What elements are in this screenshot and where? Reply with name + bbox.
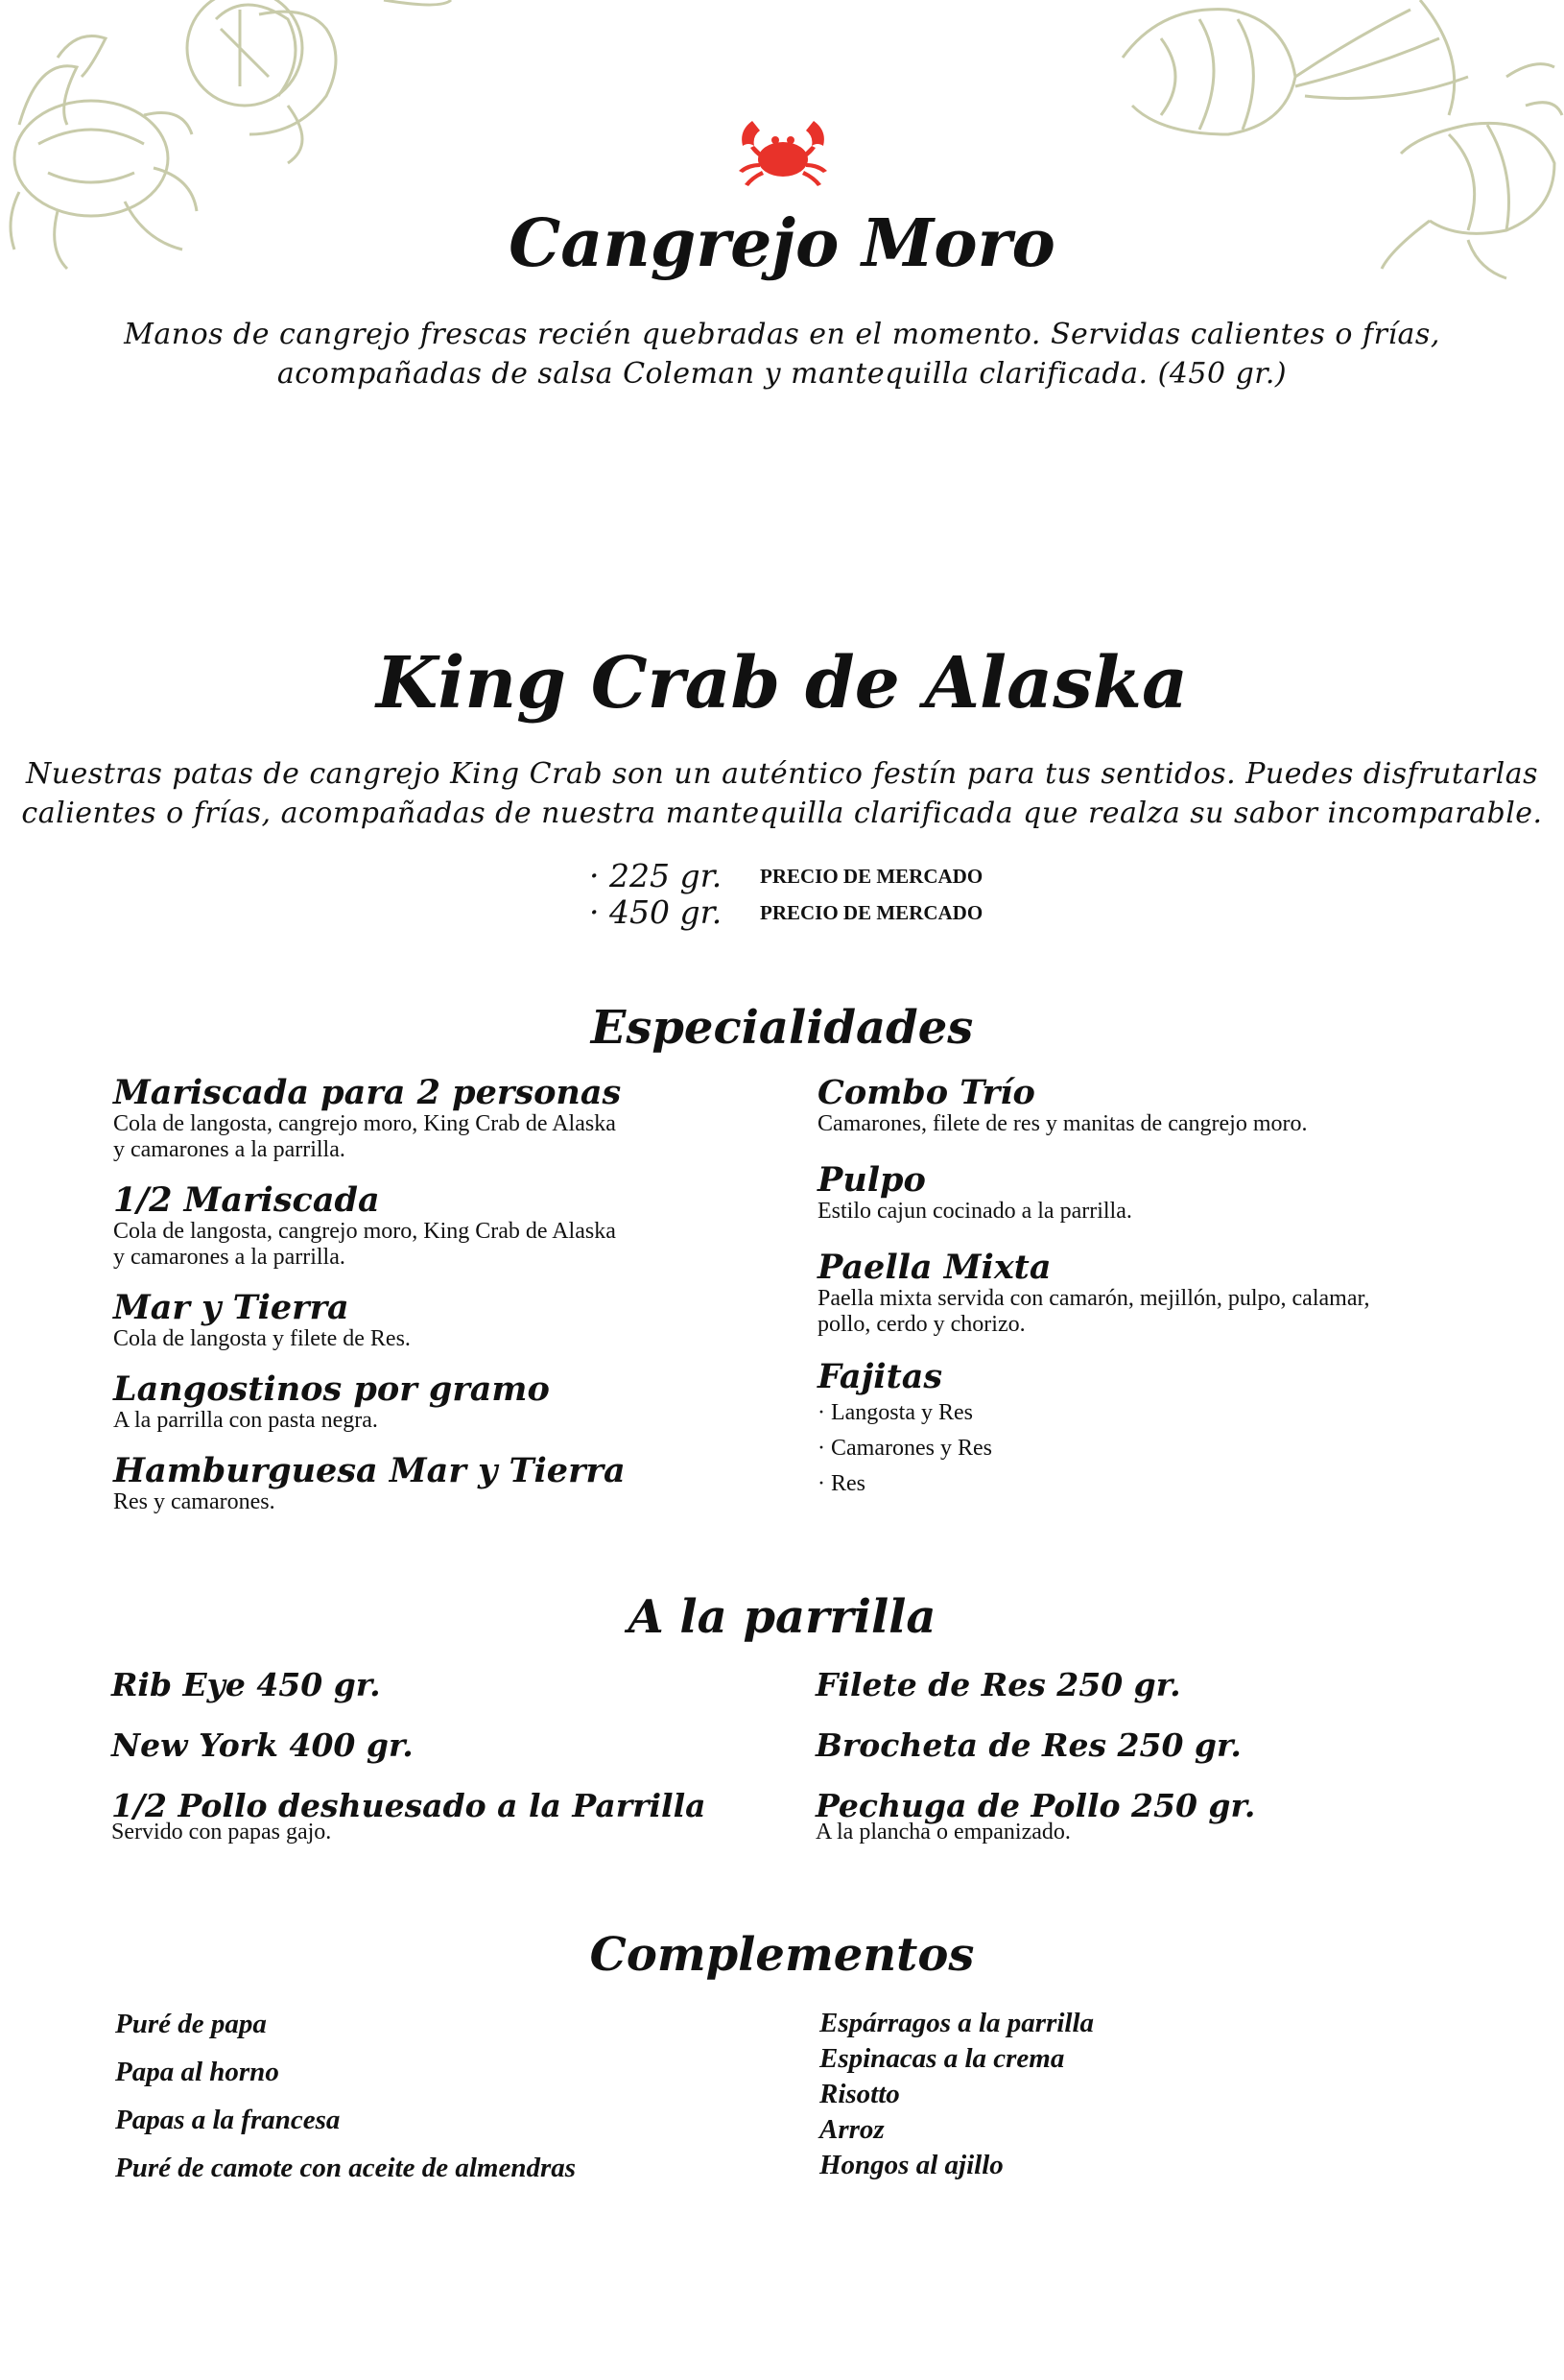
item-description: A la parrilla con pasta negra. <box>113 1408 378 1433</box>
cangrejo-moro-title: Cangrejo Moro <box>509 205 1055 282</box>
item-name: Pechuga de Pollo 250 gr. <box>816 1787 1256 1824</box>
list-item-fajitas <box>818 1359 1489 1502</box>
list-item: Hongos al ajillo <box>819 2150 1004 2180</box>
item-name: Paella Mixta <box>818 1248 1052 1287</box>
list-item <box>113 1371 766 1434</box>
item-name: Hamburguesa Mar y Tierra <box>113 1451 626 1490</box>
cangrejo-moro-desc-line-2: acompañadas de salsa Coleman y mantequilla clarificada. (450 gr.) <box>276 357 1288 391</box>
cangrejo-moro-desc-line-1: Manos de cangrejo frescas recién quebradas en el momento. Servidas calientes o frías, <box>124 318 1440 351</box>
parrilla-left-column <box>111 1666 764 1868</box>
item-description: y camarones a la parrilla. <box>113 1245 345 1270</box>
list-item <box>111 1726 764 1765</box>
list-item <box>111 1787 764 1845</box>
item-description: A la plancha o empanizado. <box>816 1820 1071 1844</box>
item-description: Paella mixta servida con camarón, mejillón, pulpo, calamar, <box>818 1286 1370 1311</box>
king-crab-desc-line-2: calientes o frías, acompañadas de nuestra mantequilla clarificada que realza su sabor incomparable. <box>21 797 1543 830</box>
parrilla-title: A la parrilla <box>628 1590 936 1644</box>
size-row <box>589 858 1031 894</box>
item-name: Pulpo <box>818 1160 926 1200</box>
size-label: · 450 gr. <box>589 893 723 931</box>
item-name: Brocheta de Res 250 gr. <box>816 1726 1242 1764</box>
especialidades-right-column <box>818 1075 1489 1521</box>
item-description: pollo, cerdo y chorizo. <box>818 1312 1026 1337</box>
list-item: Puré de papa <box>115 2009 267 2039</box>
complementos-left-column <box>115 2000 768 2192</box>
list-item: Papas a la francesa <box>115 2105 341 2135</box>
list-item <box>818 1250 1489 1338</box>
list-item: Arroz <box>819 2114 885 2145</box>
item-description: Cola de langosta y filete de Res. <box>113 1326 411 1351</box>
king-crab-desc-line-1: Nuestras patas de cangrejo King Crab son un auténtico festín para tus sentidos. Puedes disfrutarlas <box>25 757 1538 791</box>
item-description: Servido con papas gajo. <box>111 1820 332 1844</box>
list-item <box>111 1666 764 1704</box>
item-name: 1/2 Mariscada <box>113 1180 380 1220</box>
especialidades-left-column <box>113 1075 766 1535</box>
item-description: y camarones a la parrilla. <box>113 1137 345 1162</box>
list-item <box>113 1453 766 1515</box>
cangrejo-moro-description <box>0 315 1564 393</box>
list-item: Puré de camote con aceite de almendras <box>115 2153 577 2183</box>
list-item: Risotto <box>819 2079 900 2109</box>
item-description: Camarones, filete de res y manitas de cangrejo moro. <box>818 1111 1308 1136</box>
size-row <box>589 894 1031 931</box>
list-item <box>113 1182 766 1271</box>
item-description: Cola de langosta, cangrejo moro, King Crab de Alaska <box>113 1111 616 1136</box>
list-item <box>816 1726 1468 1765</box>
list-item <box>113 1290 766 1352</box>
item-name: Fajitas <box>818 1357 943 1396</box>
item-name: 1/2 Pollo deshuesado a la Parrilla <box>111 1787 706 1824</box>
item-name: Mariscada para 2 personas <box>113 1073 622 1112</box>
list-item <box>113 1075 766 1163</box>
king-crab-description <box>0 754 1564 833</box>
complementos-title: Complementos <box>589 1928 975 1982</box>
especialidades-title: Especialidades <box>590 1001 974 1055</box>
size-label: · 225 gr. <box>589 857 723 894</box>
item-name: New York 400 gr. <box>111 1726 414 1764</box>
item-description: Res y camarones. <box>113 1489 275 1514</box>
list-item: Espinacas a la crema <box>819 2043 1065 2074</box>
list-item <box>818 1075 1489 1137</box>
item-description: Estilo cajun cocinado a la parrilla. <box>818 1199 1132 1224</box>
item-description: Cola de langosta, cangrejo moro, King Crab de Alaska <box>113 1219 616 1244</box>
list-item <box>816 1666 1468 1704</box>
list-item: Espárragos a la parrilla <box>819 2008 1095 2038</box>
item-name: Combo Trío <box>818 1073 1035 1112</box>
list-item <box>818 1162 1489 1225</box>
fajita-option: · Res <box>818 1471 865 1496</box>
complementos-right-column <box>819 2006 1472 2183</box>
size-price: PRECIO DE MERCADO <box>760 865 983 888</box>
list-item: Papa al horno <box>115 2057 279 2087</box>
item-name: Rib Eye 450 gr. <box>111 1666 381 1703</box>
item-name: Filete de Res 250 gr. <box>816 1666 1181 1703</box>
fajita-option: · Camarones y Res <box>818 1436 992 1461</box>
parrilla-right-column <box>816 1666 1468 1868</box>
king-crab-title: King Crab de Alaska <box>375 642 1188 725</box>
list-item <box>816 1787 1468 1845</box>
item-name: Langostinos por gramo <box>113 1369 550 1409</box>
crab-logo-icon <box>733 113 833 188</box>
fajita-option: · Langosta y Res <box>818 1400 973 1425</box>
king-crab-sizes <box>589 858 1031 931</box>
item-name: Mar y Tierra <box>113 1288 349 1327</box>
size-price: PRECIO DE MERCADO <box>760 901 983 924</box>
